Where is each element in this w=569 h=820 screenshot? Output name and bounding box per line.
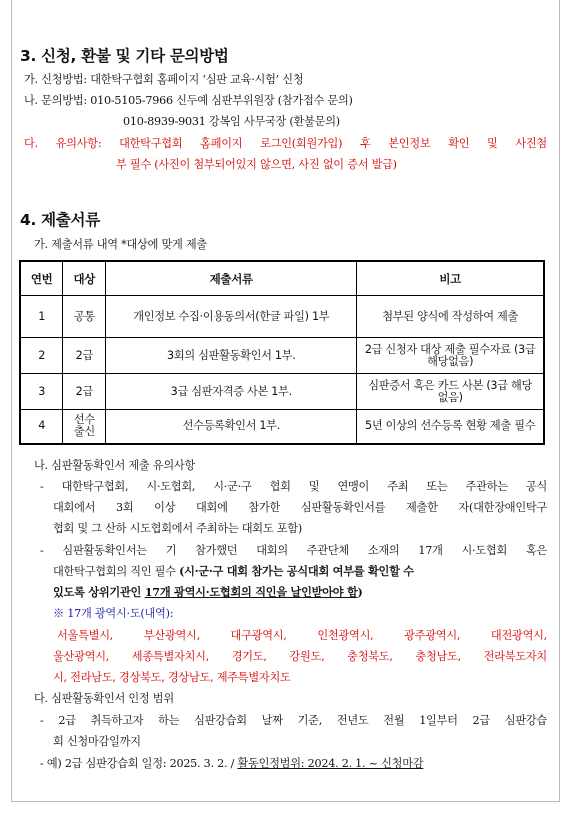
cell-note: 5년 이상의 선수등록 현황 제출 필수 xyxy=(357,410,544,444)
cell-no: 2 xyxy=(20,338,63,374)
seal-requirement: 대한탁구협회의 직인 필수 xyxy=(53,565,180,578)
regions-line-1: 서울특별시, 부산광역시, 대구광역시, 인천광역시, 광주광역시, 대전광역시, xyxy=(57,629,547,642)
recognition-example xyxy=(40,755,423,771)
cell-target: 2급 xyxy=(63,374,106,410)
recognition-range-line-2: 회 신청마감일까지 xyxy=(53,735,141,748)
upper-org-text: 있도록 상위기관인 xyxy=(53,585,145,599)
activity-note-1-line-1: - 대한탁구협회, 시·도협회, 시·군·구 협회 및 연맹이 주최 또는 주관하는 공식 xyxy=(40,480,547,493)
section-3-title: 3. 신청, 환불 및 기타 문의방법 xyxy=(20,47,229,65)
cell-note: 첨부된 양식에 작성하여 제출 xyxy=(357,296,544,338)
header-note: 비고 xyxy=(357,261,544,296)
cell-document: 선수등록확인서 1부. xyxy=(106,410,357,444)
table-row xyxy=(20,338,544,374)
cell-no: 4 xyxy=(20,410,63,444)
documents-subtitle: 가. 제출서류 내역 *대상에 맞게 제출 xyxy=(34,238,207,251)
activity-note-2-line-1: - 심판활동확인서는 기 참가했던 대회의 주관단체 소재의 17개 시·도협회 혹은 xyxy=(40,544,547,557)
header-no: 연번 xyxy=(20,261,63,296)
activity-note-1-line-3: 협회 및 그 산하 시도협회에서 주최하는 대회도 포함) xyxy=(53,522,302,535)
upper-org-seal-underlined: 17개 광역시·도협회의 직인을 날인받아야 함 xyxy=(144,585,358,599)
cell-no: 1 xyxy=(20,296,63,338)
table-row xyxy=(20,374,544,410)
cell-no: 3 xyxy=(20,374,63,410)
apply-method: 가. 신청방법: 대한탁구협회 홈페이지 ‘심판 교육·시험’ 신청 xyxy=(24,73,304,86)
documents-table xyxy=(19,260,545,445)
cell-note: 2급 신청자 대상 제출 필수자료 (3급 해당없음) xyxy=(357,338,544,374)
header-document: 제출서류 xyxy=(106,261,357,296)
activity-note-1-line-2: 대회에서 3회 이상 대회에 참가한 심판활동확인서를 제출한 자(대한장애인탁구 xyxy=(53,501,547,514)
upper-org-close: ) xyxy=(357,585,363,599)
cell-target: 선수 출신 xyxy=(63,410,106,444)
activity-notes-title: 나. 심판활동확인서 제출 유의사항 xyxy=(34,459,196,472)
cell-note: 심판증서 혹은 카드 사본 (3급 해당없음) xyxy=(357,374,544,410)
regions-line-2: 울산광역시, 세종특별자치시, 경기도, 강원도, 충청북도, 충청남도, 전라북도자치 xyxy=(53,650,547,663)
header-target: 대상 xyxy=(63,261,106,296)
caution-line-1: 다. 유의사항: 대한탁구협회 홈페이지 로그인(회원가입) 후 본인정보 확인 및 사진첨 xyxy=(24,137,547,150)
inquiry-method: 나. 문의방법: 010-5105-7966 신두예 심판부위원장 (참가접수 문의) xyxy=(24,94,353,107)
table-row xyxy=(20,410,544,444)
cell-target: 공통 xyxy=(63,296,106,338)
inquiry-method-refund: 010-8939-9031 강복임 사무국장 (환불문의) xyxy=(123,115,340,128)
cell-document: 3급 심판자격증 사본 1부. xyxy=(106,374,357,410)
example-recognition-range: 활동인정범위: 2024. 2. 1. ~ 신청마감 xyxy=(237,757,424,770)
cell-document: 개인정보 수집·이용동의서(한글 파일) 1부 xyxy=(106,296,357,338)
recognition-range-line-1: - 2급 취득하고자 하는 심판강습회 날짜 기준, 전년도 전월 1일부터 2급 심판강습 xyxy=(40,714,547,727)
caution-line-2: 부 필수 (사진이 첨부되어있지 않으면, 사진 없이 증서 발급) xyxy=(116,158,397,171)
regions-line-3: 시, 전라남도, 경상북도, 경상남도, 제주특별자치도 xyxy=(53,671,291,684)
regions-note-title: ※ 17개 광역시·도(내역): xyxy=(53,607,174,620)
table-row xyxy=(20,296,544,338)
seal-requirement-emphasis: (시·군·구 대회 참가는 공식대회 여부를 확인할 수 xyxy=(179,564,414,578)
cell-document: 3회의 심판활동확인서 1부. xyxy=(106,338,357,374)
section-4-title: 4. 제출서류 xyxy=(20,211,100,229)
example-schedule: - 예) 2급 심판강습회 일정: 2025. 3. 2. / xyxy=(40,757,238,770)
activity-note-2-line-2 xyxy=(53,563,414,579)
table-header-row xyxy=(20,261,544,296)
cell-target: 2급 xyxy=(63,338,106,374)
activity-note-2-line-3 xyxy=(53,584,363,600)
recognition-range-title: 다. 심판활동확인서 인정 범위 xyxy=(34,692,174,705)
